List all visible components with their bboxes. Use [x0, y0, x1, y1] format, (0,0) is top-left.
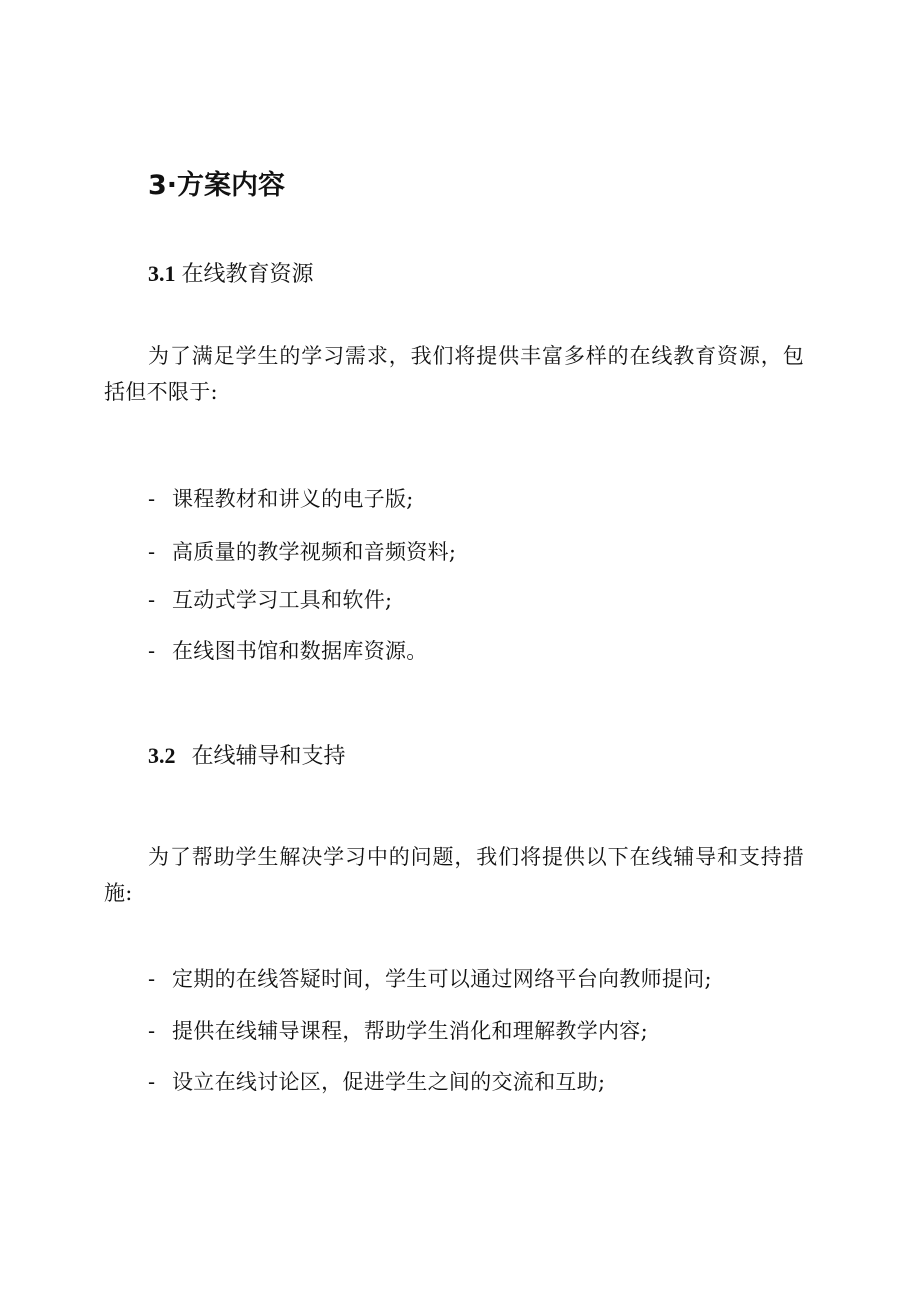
list-bullet: -: [148, 1019, 156, 1043]
list-item: [148, 1067, 605, 1097]
list-bullet: -: [148, 639, 156, 663]
list-item: [148, 964, 712, 994]
list-item: [148, 636, 428, 666]
section-heading: 3·方案内容: [148, 170, 286, 201]
list-item: [148, 585, 392, 615]
list-item: [148, 1016, 648, 1046]
list-item-text: 提供在线辅导课程，帮助学生消化和理解教学内容;: [172, 1019, 648, 1043]
subsection-title: 在线辅导和支持: [191, 744, 346, 769]
subsection-heading-3-2: [148, 741, 346, 772]
list-item-text: 设立在线讨论区，促进学生之间的交流和互助;: [172, 1070, 606, 1094]
list-bullet: -: [148, 487, 156, 511]
list-item-text: 定期的在线答疑时间，学生可以通过网络平台向教师提问;: [172, 967, 712, 991]
paragraph-intro-3-1: 为了满足学生的学习需求，我们将提供丰富多样的在线教育资源，包括但不限于:: [104, 344, 804, 404]
paragraph-intro-3-2: 为了帮助学生解决学习中的问题，我们将提供以下在线辅导和支持措施:: [104, 845, 804, 905]
list-bullet: -: [148, 1070, 156, 1094]
list-item-text: 课程教材和讲义的电子版;: [172, 487, 414, 511]
list-bullet: -: [148, 967, 156, 991]
subsection-number: 3.1: [148, 261, 176, 286]
list-bullet: -: [148, 540, 156, 564]
list-bullet: -: [148, 588, 156, 612]
subsection-number: 3.2: [148, 743, 176, 768]
subsection-heading-3-1: [148, 259, 314, 290]
subsection-title: 在线教育资源: [181, 262, 314, 287]
list-item: [148, 484, 414, 514]
list-item: [148, 537, 456, 567]
list-item-text: 互动式学习工具和软件;: [172, 588, 393, 612]
list-item-text: 高质量的教学视频和音频资料;: [172, 540, 457, 564]
list-item-text: 在线图书馆和数据库资源。: [172, 639, 428, 663]
